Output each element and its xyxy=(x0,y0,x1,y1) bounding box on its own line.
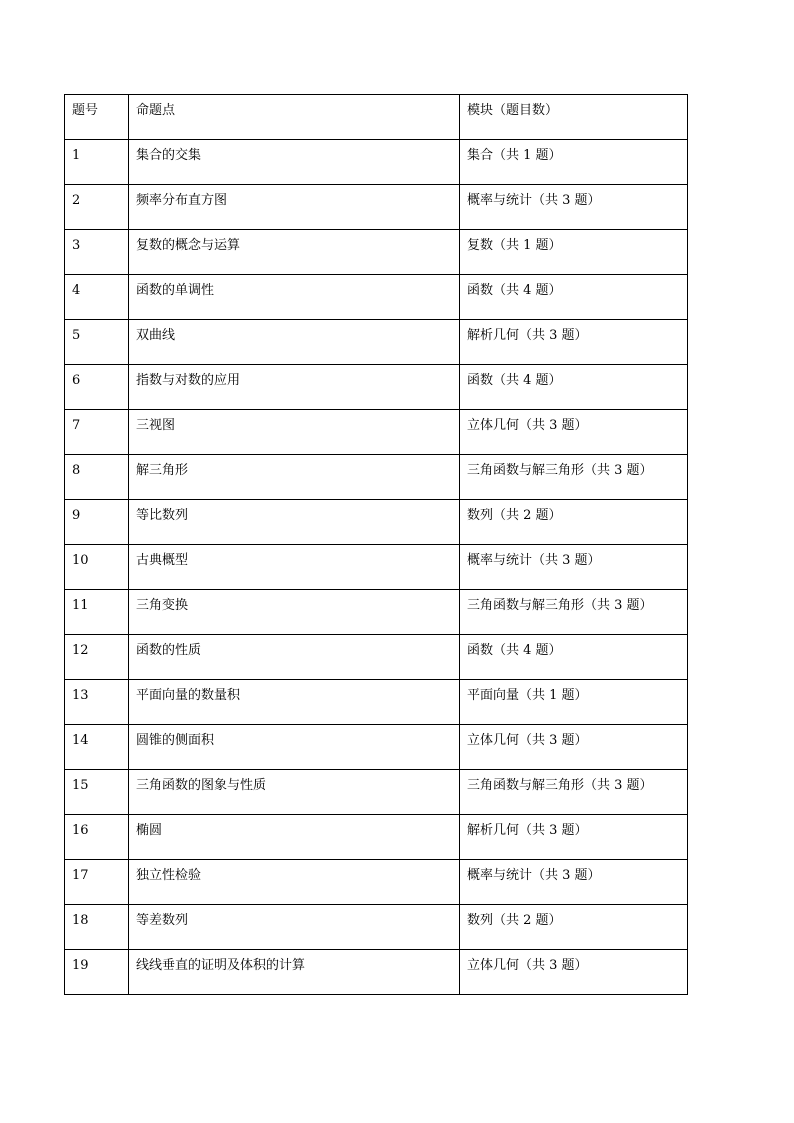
question-number-cell: 18 xyxy=(65,905,129,950)
table-row xyxy=(65,905,688,950)
topic-cell: 双曲线 xyxy=(129,320,460,365)
table-row xyxy=(65,725,688,770)
table-row xyxy=(65,500,688,545)
topic-cell: 等差数列 xyxy=(129,905,460,950)
question-number-cell: 8 xyxy=(65,455,129,500)
topic-cell: 等比数列 xyxy=(129,500,460,545)
module-cell: 概率与统计（共 3 题） xyxy=(460,860,688,905)
question-number-cell: 7 xyxy=(65,410,129,455)
question-number-cell: 17 xyxy=(65,860,129,905)
question-number-cell: 5 xyxy=(65,320,129,365)
module-cell: 平面向量（共 1 题） xyxy=(460,680,688,725)
topic-cell: 函数的性质 xyxy=(129,635,460,680)
module-cell: 解析几何（共 3 题） xyxy=(460,320,688,365)
table-row xyxy=(65,635,688,680)
module-cell: 函数（共 4 题） xyxy=(460,275,688,320)
question-number-cell: 2 xyxy=(65,185,129,230)
topic-cell: 圆锥的侧面积 xyxy=(129,725,460,770)
topic-cell: 独立性检验 xyxy=(129,860,460,905)
table-row xyxy=(65,950,688,995)
topic-cell: 集合的交集 xyxy=(129,140,460,185)
topic-cell: 频率分布直方图 xyxy=(129,185,460,230)
table-row xyxy=(65,455,688,500)
question-number-cell: 15 xyxy=(65,770,129,815)
module-cell: 立体几何（共 3 题） xyxy=(460,410,688,455)
table-row xyxy=(65,680,688,725)
question-number-cell: 9 xyxy=(65,500,129,545)
table-row xyxy=(65,320,688,365)
module-cell: 三角函数与解三角形（共 3 题） xyxy=(460,590,688,635)
module-cell: 三角函数与解三角形（共 3 题） xyxy=(460,455,688,500)
module-cell: 集合（共 1 题） xyxy=(460,140,688,185)
module-cell: 三角函数与解三角形（共 3 题） xyxy=(460,770,688,815)
table-row xyxy=(65,365,688,410)
question-number-cell: 12 xyxy=(65,635,129,680)
table-body xyxy=(65,140,688,995)
table-row xyxy=(65,860,688,905)
table-row xyxy=(65,410,688,455)
header-topic: 命题点 xyxy=(129,95,460,140)
module-cell: 概率与统计（共 3 题） xyxy=(460,545,688,590)
module-cell: 函数（共 4 题） xyxy=(460,365,688,410)
table-header-row xyxy=(65,95,688,140)
question-number-cell: 13 xyxy=(65,680,129,725)
topic-cell: 线线垂直的证明及体积的计算 xyxy=(129,950,460,995)
table-row xyxy=(65,140,688,185)
header-module: 模块（题目数） xyxy=(460,95,688,140)
topic-cell: 复数的概念与运算 xyxy=(129,230,460,275)
topic-cell: 三视图 xyxy=(129,410,460,455)
module-cell: 复数（共 1 题） xyxy=(460,230,688,275)
question-number-cell: 4 xyxy=(65,275,129,320)
topic-cell: 解三角形 xyxy=(129,455,460,500)
question-number-cell: 16 xyxy=(65,815,129,860)
topic-cell: 三角函数的图象与性质 xyxy=(129,770,460,815)
module-cell: 概率与统计（共 3 题） xyxy=(460,185,688,230)
module-cell: 解析几何（共 3 题） xyxy=(460,815,688,860)
table-row xyxy=(65,545,688,590)
module-cell: 数列（共 2 题） xyxy=(460,500,688,545)
module-cell: 立体几何（共 3 题） xyxy=(460,950,688,995)
table-row xyxy=(65,815,688,860)
question-number-cell: 3 xyxy=(65,230,129,275)
table-row xyxy=(65,185,688,230)
module-cell: 立体几何（共 3 题） xyxy=(460,725,688,770)
question-number-cell: 10 xyxy=(65,545,129,590)
table-row xyxy=(65,590,688,635)
question-number-cell: 14 xyxy=(65,725,129,770)
table-row xyxy=(65,770,688,815)
module-cell: 函数（共 4 题） xyxy=(460,635,688,680)
module-cell: 数列（共 2 题） xyxy=(460,905,688,950)
topic-cell: 函数的单调性 xyxy=(129,275,460,320)
topic-table xyxy=(64,94,688,995)
topic-cell: 椭圆 xyxy=(129,815,460,860)
header-number: 题号 xyxy=(65,95,129,140)
question-number-cell: 1 xyxy=(65,140,129,185)
question-number-cell: 11 xyxy=(65,590,129,635)
question-number-cell: 19 xyxy=(65,950,129,995)
topic-cell: 古典概型 xyxy=(129,545,460,590)
table-row xyxy=(65,230,688,275)
question-number-cell: 6 xyxy=(65,365,129,410)
table-row xyxy=(65,275,688,320)
topic-cell: 指数与对数的应用 xyxy=(129,365,460,410)
topic-cell: 三角变换 xyxy=(129,590,460,635)
topic-cell: 平面向量的数量积 xyxy=(129,680,460,725)
